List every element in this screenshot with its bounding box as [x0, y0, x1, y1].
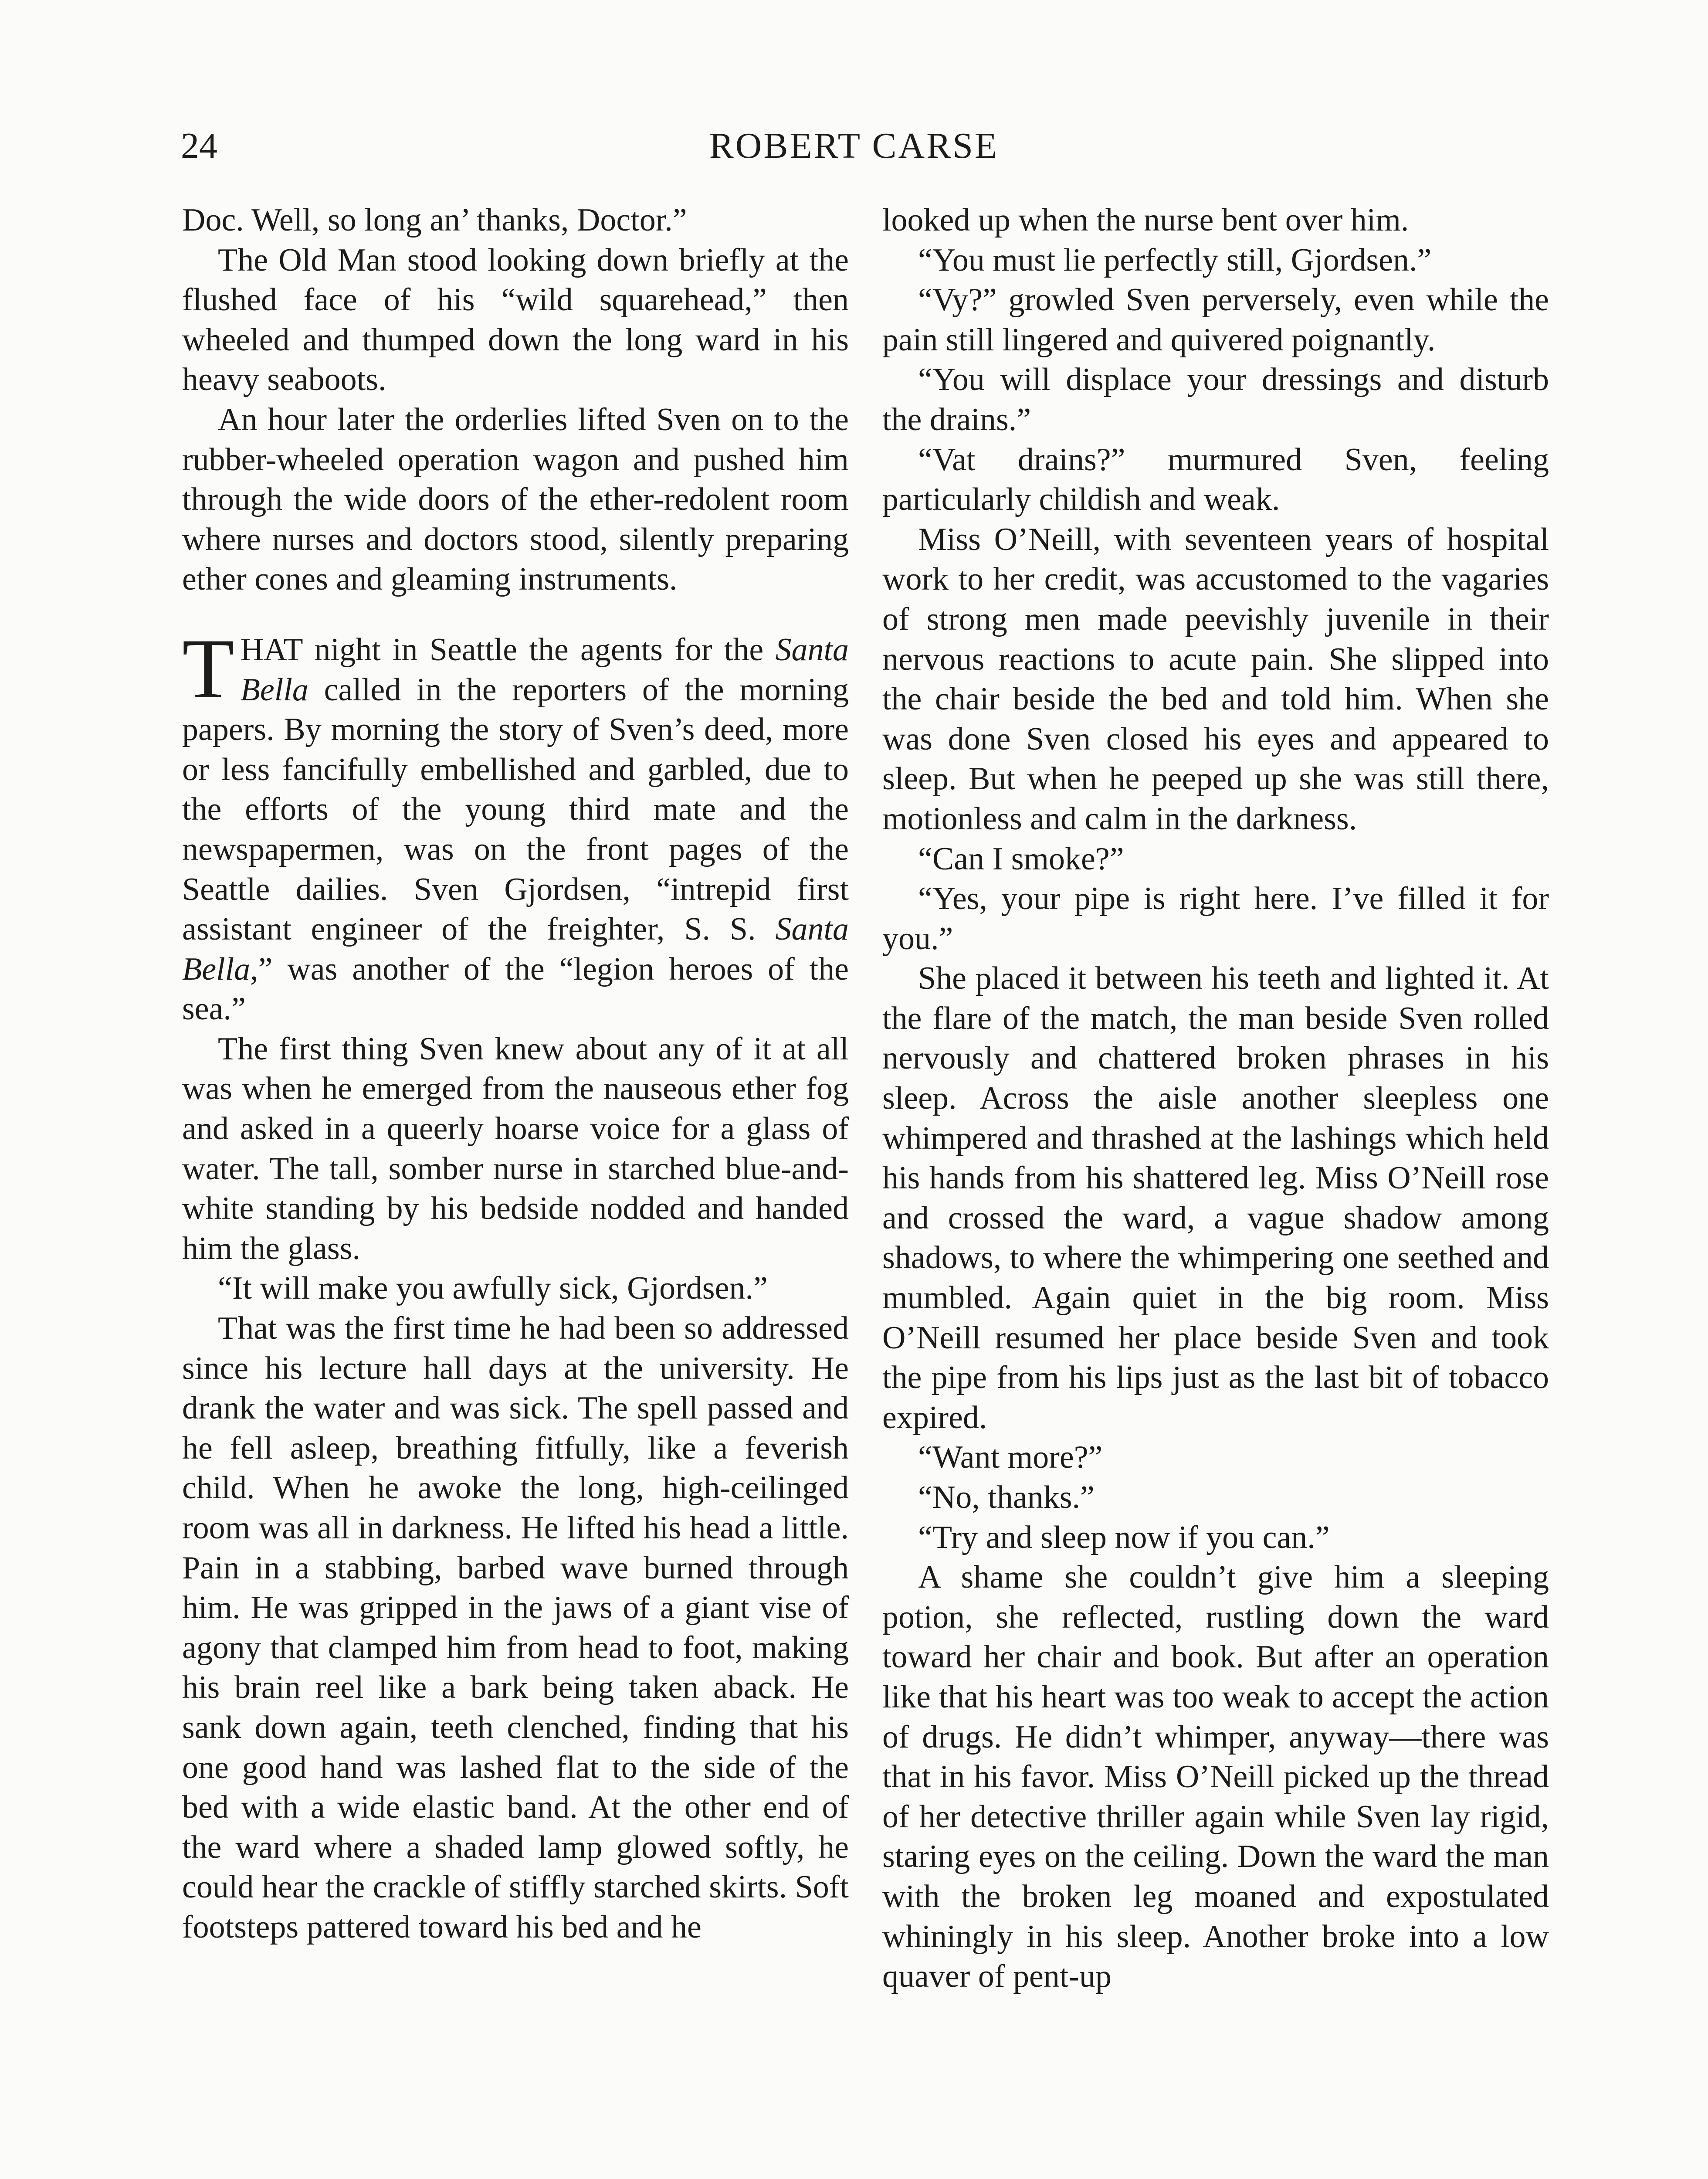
paragraph: Doc. Well, so long an’ thanks, Doctor.”	[182, 202, 687, 238]
right-column	[882, 200, 1549, 1997]
paragraph: “Vat drains?” murmured Sven, feeling particularly childish and weak.	[882, 441, 1549, 518]
section-break	[182, 600, 849, 630]
paragraph: “Try and sleep now if you can.”	[918, 1519, 1330, 1555]
paragraph: “It will make you awfully sick, Gjordsen.”	[218, 1270, 768, 1307]
paragraph: “You will displace your dressings and disturb the drains.”	[882, 362, 1549, 438]
ship-name: Santa Bella	[240, 631, 849, 708]
ship-name: Santa Bella	[182, 911, 849, 987]
paragraph: “Vy?” growled Sven perversely, even while the pain still lingered and quivered poignantly.	[882, 282, 1549, 358]
paragraph: She placed it between his teeth and lighted it. At the flare of the match, the man beside Sven rolled nervously and chattered broken phrases in his sleep. Across the aisle another sleepless one whimpered and thrashed at the lashings which held his hands from his shattered leg. Miss O’Neill rose and crossed the ward, a vague shadow among shadows, to where the whimpering one seethed and mumbled. Again quiet in the big room. Miss O’Neill resumed her place beside Sven and took the pipe from his lips just as the last bit of tobacco expired.	[882, 961, 1549, 1436]
paragraph: That was the first time he had been so addressed since his lecture hall days at the university. He drank the water and was sick. The spell passed and he fell asleep, breathing fitfully, like a feverish child. When he awoke the long, high-ceilinged room was all in darkness. He lifted his head a little. Pain in a stabbing, barbed wave burned through him. He was gripped in the jaws of a giant vise of agony that clamped him from head to foot, making his brain reel like a bark being taken aback. He sank down again, teeth clenched, finding that his one good hand was lashed flat to the side of the bed with a wide elastic band. At the other end of the ward where a shaded lamp glowed softly, he could hear the crackle of stiffly starched skirts. Soft footsteps pattered toward his bed and he	[182, 1310, 849, 1945]
left-column	[182, 200, 849, 1948]
paragraph: A shame she couldn’t give him a sleeping potion, she reflected, rustling down the ward toward her chair and book. But after an operation like that his heart was too weak to accept the action of drugs. He didn’t whimper, anyway—there was that in his favor. Miss O’Neill picked up the thread of her detective thriller again while Sven lay rigid, staring eyes on the ceiling. Down the ward the man with the broken leg moaned and expostulated whiningly in his sleep. Another broke into a low quaver of pent-up	[882, 1559, 1549, 1995]
paragraph: Miss O’Neill, with seventeen years of hospital work to her credit, was accustomed to the vagaries of strong men made peevishly juvenile in their nervous reactions to acute pain. She slipped into the chair beside the bed and told him. When she was done Sven closed his eyes and appeared to sleep. But when he peeped up she was still there, motionless and calm in the darkness.	[882, 521, 1549, 837]
paragraph: “Yes, your pipe is right here. I’ve filled it for you.”	[882, 881, 1549, 957]
paragraph: The first thing Sven knew about any of it at all was when he emerged from the nauseous ether fog and asked in a queerly hoarse voice for a glass of water. The tall, somber nurse in starched blue-and-white standing by his bedside nodded and handed him the glass.	[182, 1031, 849, 1266]
paragraph: An hour later the orderlies lifted Sven on to the rubber-wheeled operation wagon and pushed him through the wide doors of the ether-redolent room where nurses and doctors stood, silently preparing ether cones and gleaming instruments.	[182, 401, 849, 597]
running-head: ROBERT CARSE	[709, 126, 999, 166]
paragraph: “You must lie perfectly still, Gjordsen.”	[918, 242, 1432, 278]
text-run: ,” was another of the “legion heroes of the sea.”	[182, 951, 849, 1027]
paragraph: “Can I smoke?”	[918, 841, 1124, 877]
drop-cap: T	[182, 621, 234, 716]
paragraph: The Old Man stood looking down briefly at the flushed face of his “wild squarehead,” then wheeled and thumped down the long ward in his heavy seaboots.	[182, 242, 849, 398]
page-number: 24	[181, 126, 217, 166]
paragraph: looked up when the nurse bent over him.	[882, 202, 1409, 238]
section-opening-paragraph	[182, 621, 849, 1029]
text-run: called in the reporters of the morning papers. By morning the story of Sven’s deed, more or less fancifully embellished and garbled, due to the efforts of the young third mate and the newspapermen, was on the front pages of the Seattle dailies. Sven Gjordsen, “intrepid first assistant engineer of the freighter, S. S.	[182, 672, 849, 947]
text-run: HAT night in Seattle the agents for the	[240, 631, 776, 668]
paragraph: “No, thanks.”	[918, 1480, 1095, 1515]
paragraph: “Want more?”	[918, 1439, 1103, 1476]
